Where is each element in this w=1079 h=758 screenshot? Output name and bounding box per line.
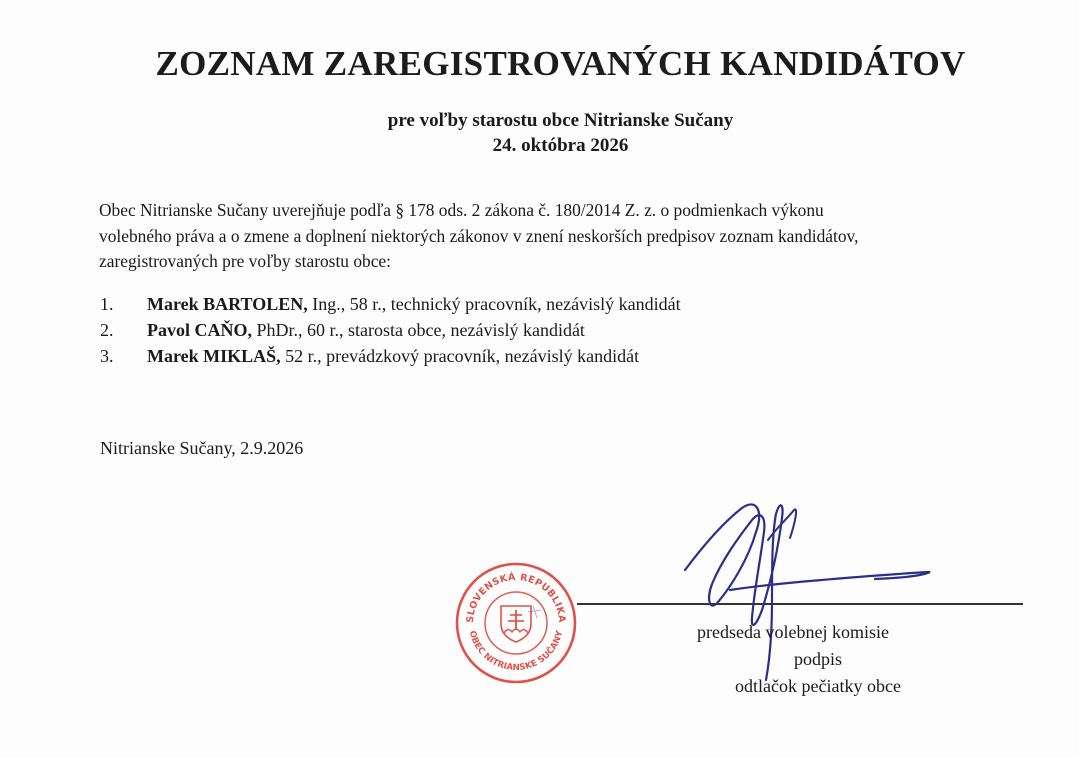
svg-text:OBEC NITRIANSKE SUČANY [467,629,566,673]
candidate-list [100,291,681,369]
candidate-details: 52 r., prevádzkový pracovník, nezávislý kandidát [280,346,640,366]
intro-line: zaregistrovaných pre voľby starostu obce: [99,251,391,271]
candidate-item [100,317,681,343]
coat-of-arms-icon [501,606,531,642]
intro-line: volebného práva a o zmene a doplnení niektorých zákonov v znení neskorších predpisov zoznam kandidátov, [99,225,859,246]
intro-line: Obec Nitrianske Sučany uverejňuje podľa § 178 ods. 2 zákona č. 180/2014 Z. z. o podmienkach výkonu [99,200,824,220]
candidate-details: Ing., 58 r., technický pracovník, nezávislý kandidát [307,294,681,314]
candidate-number: 2. [100,320,114,340]
intro-paragraph [99,198,1039,275]
candidate-item [100,343,681,369]
candidate-details: PhDr., 60 r., starosta obce, nezávislý kandidát [252,320,585,340]
document-title: ZOZNAM ZAREGISTROVANÝCH KANDIDÁTOV [155,44,966,83]
stamp-label: odtlačok pečiatky obce [735,676,901,696]
candidate-name: Marek MIKLAŠ, [147,346,281,366]
election-date: 24. októbra 2026 [492,135,629,156]
candidate-name: Marek BARTOLEN, [147,294,308,314]
candidate-number: 3. [100,346,114,366]
place-and-date: Nitrianske Sučany, 2.9.2026 [100,438,304,458]
candidate-name: Pavol CAŇO, [147,320,252,340]
stamp-bottom-text: OBEC NITRIANSKE SUČANY [466,629,566,674]
candidate-item [100,291,681,317]
election-subtitle: pre voľby starostu obce Nitrianske Sučany [387,110,734,131]
commission-chair-label: predseda volebnej komisie [697,622,889,642]
candidate-number: 1. [100,294,114,314]
signature-label: podpis [793,649,842,669]
stamp-top-text: SLOVENSKÁ REPUBLIKA [464,571,568,624]
municipal-stamp [453,560,579,686]
